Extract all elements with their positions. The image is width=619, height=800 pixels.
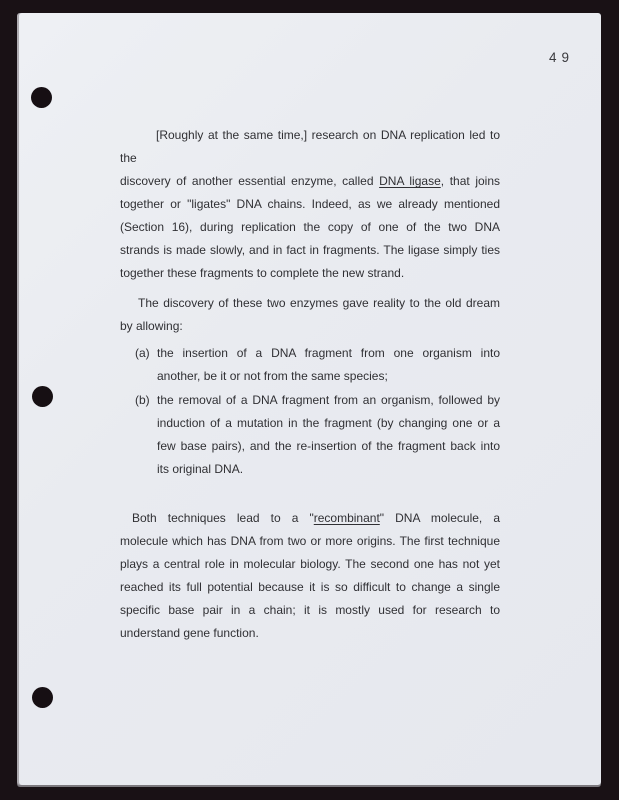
text-segment: discovery of another essential enzyme, called	[120, 174, 380, 188]
text-segment: " DNA molecule, a	[379, 511, 500, 525]
text-line: together these fragments to complete the new strand.	[120, 266, 405, 280]
underlined-term-dna-ligase: DNA ligase	[379, 174, 441, 188]
list-item-a	[120, 342, 500, 388]
text-segment: , that joins	[440, 174, 500, 188]
text-line: the insertion of a DNA fragment from one organism into	[157, 346, 500, 360]
hole-punch-middle-icon	[32, 386, 53, 407]
list-item-b	[120, 389, 500, 481]
text-segment: Both techniques lead to a "	[132, 511, 314, 525]
hole-punch-top-icon	[31, 87, 52, 108]
underlined-term-recombinant: recombinant	[313, 511, 380, 525]
text-line: induction of a mutation in the fragment (by changing one or a	[157, 416, 500, 430]
hole-punch-bottom-icon	[32, 687, 53, 708]
text-line: plays a central role in molecular biology. The second one has not yet	[120, 557, 500, 571]
text-line: [Roughly at the same time,] research on DNA replication led to the	[120, 128, 500, 165]
paragraph-recombinant	[120, 507, 500, 645]
text-line: another, be it or not from the same species;	[157, 369, 388, 383]
page-number: 49	[549, 50, 575, 65]
paragraph-dna-ligase	[120, 124, 500, 285]
text-line: by allowing:	[120, 319, 183, 333]
text-line: understand gene function.	[120, 626, 259, 640]
page-text	[120, 124, 500, 645]
paragraph-two-enzymes	[120, 292, 500, 338]
text-line	[120, 507, 500, 530]
text-line: reached its full potential because it is so difficult to change a single	[120, 580, 500, 594]
lettered-list	[120, 342, 500, 481]
text-line: its original DNA.	[157, 462, 244, 476]
text-line: specific base pair in a chain; it is mostly used for research to	[120, 603, 500, 617]
text-line: together or "ligates" DNA chains. Indeed, as we already mentioned	[120, 197, 500, 211]
text-line	[120, 170, 500, 193]
list-marker-b: (b)	[135, 393, 150, 407]
list-marker-a: (a)	[135, 346, 150, 360]
paper-page	[17, 13, 601, 785]
text-line: few base pairs), and the re-insertion of the fragment back into	[157, 439, 500, 453]
text-line: molecule which has DNA from two or more origins. The first technique	[120, 534, 500, 548]
text-line: (Section 16), during replication the copy of one of the two DNA	[120, 220, 500, 234]
text-line: strands is made slowly, and in fact in fragments. The ligase simply ties	[120, 243, 500, 257]
text-line: The discovery of these two enzymes gave reality to the old dream	[138, 296, 500, 310]
text-line: the removal of a DNA fragment from an organism, followed by	[157, 393, 500, 407]
